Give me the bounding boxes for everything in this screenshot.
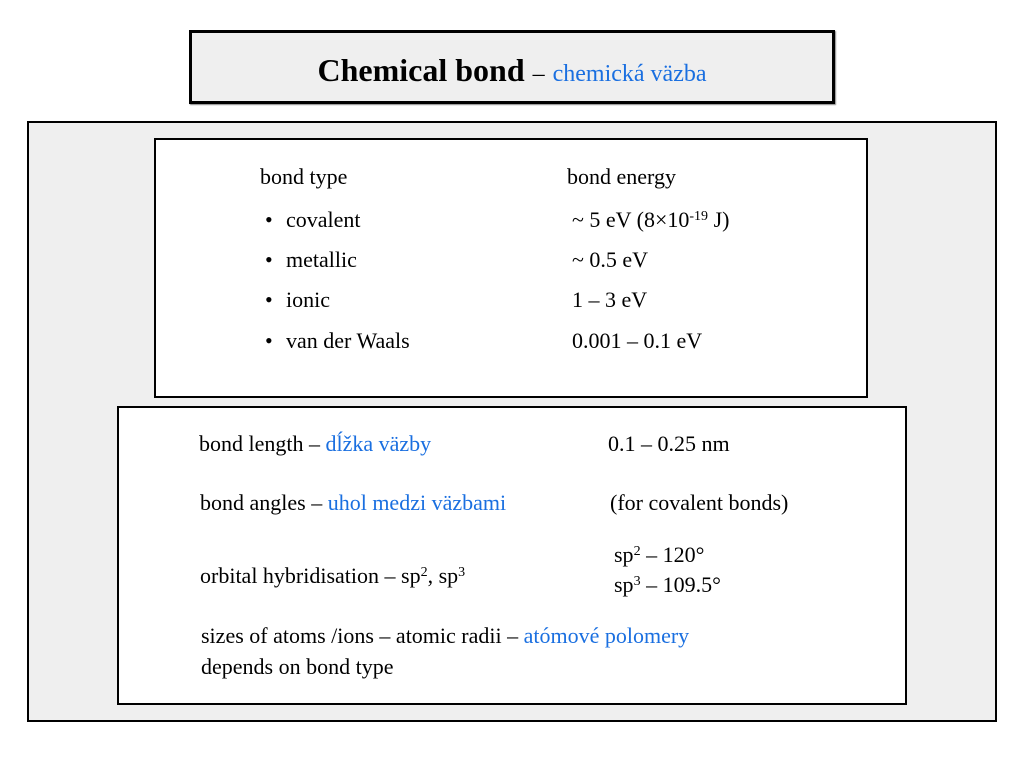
- translation: uhol medzi väzbami: [327, 490, 507, 515]
- bond-angles-label: [200, 490, 506, 516]
- sp2-angle: [614, 542, 704, 568]
- label-text: , sp: [427, 563, 459, 588]
- text: – 109.5°: [640, 572, 721, 597]
- atomic-radii-note: depends on bond type: [201, 654, 394, 679]
- translation: dĺžka väzby: [325, 431, 432, 456]
- bond-type: covalent: [286, 207, 361, 232]
- bond-energy: ~ 0.5 eV: [572, 247, 649, 272]
- title-box: [189, 30, 835, 104]
- bullet: •: [265, 328, 273, 353]
- label-text: sizes of atoms /ions – atomic radii –: [201, 623, 524, 648]
- label-text: orbital hybridisation – sp: [200, 563, 421, 588]
- sup: 3: [458, 565, 466, 580]
- bullet: •: [265, 287, 273, 312]
- header-bond-energy: bond energy: [567, 164, 676, 189]
- label-text: bond angles –: [200, 490, 328, 515]
- bond-length-label: [199, 431, 431, 457]
- energy-text: ~ 5 eV (8×10: [572, 207, 690, 232]
- bond-energy: 0.001 – 0.1 eV: [572, 328, 703, 353]
- bond-type: ionic: [286, 287, 330, 312]
- bond-energy: [572, 207, 729, 233]
- energy-exponent: -19: [689, 209, 709, 224]
- label-text: bond length –: [199, 431, 326, 456]
- bond-energy: 1 – 3 eV: [572, 287, 648, 312]
- translation: atómové polomery: [523, 623, 690, 648]
- text: sp: [614, 572, 634, 597]
- text: – 120°: [640, 542, 705, 567]
- text: sp: [614, 542, 634, 567]
- header-bond-type: bond type: [260, 164, 348, 189]
- sp3-angle: [614, 572, 721, 598]
- sup: 3: [633, 574, 641, 589]
- bond-length-value: 0.1 – 0.25 nm: [608, 431, 730, 456]
- sup: 2: [633, 544, 641, 559]
- hybridisation-label: [200, 563, 465, 589]
- sup: 2: [420, 565, 428, 580]
- title-dash: –: [532, 61, 545, 87]
- bullet: •: [265, 207, 273, 232]
- title-translation: chemická väzba: [552, 61, 707, 87]
- energy-unit: J): [708, 207, 730, 232]
- slide-title: [192, 52, 832, 92]
- bond-type: metallic: [286, 247, 357, 272]
- atomic-radii-label: [201, 623, 689, 649]
- title-main: Chemical bond: [317, 52, 525, 88]
- bullet: •: [265, 247, 273, 272]
- bond-angles-value: (for covalent bonds): [610, 490, 789, 515]
- bond-type: van der Waals: [286, 328, 410, 353]
